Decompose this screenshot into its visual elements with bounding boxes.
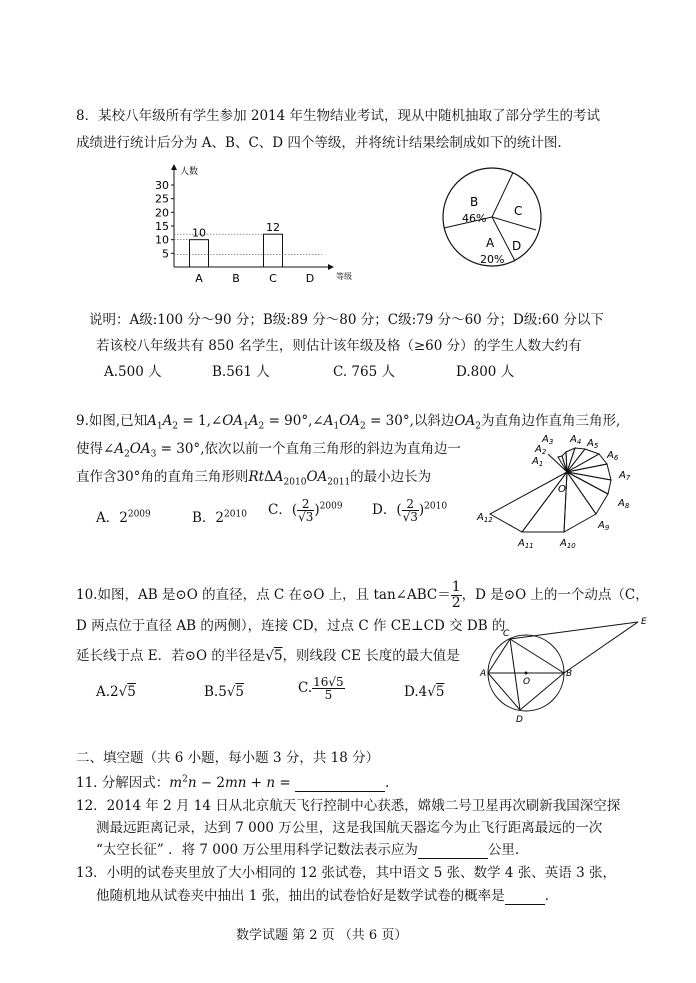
bar-y-tick-label: 15 <box>155 220 169 233</box>
bar-y-tick-label: 25 <box>155 192 169 206</box>
spiral-label-a1: $A_1$ <box>532 456 544 468</box>
q10-option-c: C. $\frac{16√5}{5}$ <box>298 675 344 702</box>
spiral-label-a8: $A_8$ <box>618 498 630 510</box>
q12-line3: “太空长征” ．将 7 000 万公里用科学记数法表示应为 公里. <box>96 842 520 858</box>
bar-x-arrow <box>328 264 334 270</box>
bar-value-label: 10 <box>192 226 206 240</box>
page-footer: 数学试题 第 2 页 （共 6 页） <box>236 928 408 943</box>
spiral-label-a12: $A_{12}$ <box>477 512 493 524</box>
q13-line1: 13．小明的试卷夹里放了大小相同的 12 张试卷，其中语文 5 张、数学 4 张、英语 3 张， <box>76 865 616 881</box>
bar-y-tick-label: 30 <box>155 179 169 192</box>
pie-label-c: C <box>514 204 523 218</box>
bar-chart <box>150 164 360 282</box>
spiral-label-a7: $A_7$ <box>619 470 631 482</box>
q8-line2: 成绩进行统计后分为 A、B、C、D 四个等级，并将统计结果绘制成如下的统计图. <box>76 135 562 151</box>
q8-question: 若该校八年级共有 850 名学生，则估计该年级及格（≥60 分）的学生人数大约有 <box>96 338 582 354</box>
q9-line2: 使得$\angle A_2OA_3 = 30^\circ$,依次以前一个直角三角形的斜边为直角边一 <box>76 441 461 460</box>
q12-line2: 测最远距离记录，达到 7 000 万公里，这是我国航天器迄今为止飞行距离最远的一次 <box>96 820 603 836</box>
spiral-label-a11: $A_{11}$ <box>518 538 534 550</box>
q9-option-b: B．$2^{2010}$ <box>192 509 247 526</box>
q8-option-c: C. 765 人 <box>333 364 395 380</box>
pie-percent-a: 20% <box>480 253 505 266</box>
bar-category-label: C <box>269 272 277 282</box>
q10-option-a: A.2√5 <box>96 684 136 700</box>
circle-label-a: A <box>480 669 487 679</box>
bar <box>190 240 209 267</box>
q8-option-a: A.500 人 <box>104 364 162 380</box>
q10-option-d: D.4√5 <box>404 684 445 700</box>
pie-label-b: B <box>470 195 479 209</box>
spiral-label-a9: $A_9$ <box>598 520 610 532</box>
q8-line1: 8．某校八年级所有学生参加 2014 年生物结业考试，现从中随机抽取了部分学生的考试 <box>76 108 601 124</box>
spiral-label-a10: $A_{10}$ <box>560 538 576 550</box>
circle-label-o: O <box>523 677 531 687</box>
spiral-label-a5: $A_5$ <box>587 438 599 450</box>
pie-chart <box>440 162 546 272</box>
bar-value-label: 12 <box>266 221 280 235</box>
q9-option-a: A．$2^{2009}$ <box>96 509 151 526</box>
q9-option-c: C．( $\frac{2}{√3}$ )$^{2009}$ <box>268 497 343 524</box>
bar-category-label: B <box>232 272 240 282</box>
pie-label-d: D <box>512 239 522 253</box>
q9-line3: 直作含30°角的直角三角形则$Rt\Delta A_{2010}OA_{2011}$的最小边长为 <box>76 469 432 488</box>
circle-label-c: C <box>503 629 510 639</box>
spiral-label-a2: $A_2$ <box>535 444 547 456</box>
q13-line2: 他随机地从试卷夹中抽出 1 张，抽出的试卷恰好是数学试卷的概率是 . <box>96 888 549 904</box>
q8-option-d: D.800 人 <box>456 364 515 380</box>
spiral-figure <box>472 432 672 554</box>
spiral-label-a4: $A_4$ <box>570 434 582 446</box>
bar-y-tick-label: 5 <box>162 247 169 261</box>
spiral-label-a3: $A_3$ <box>542 434 554 446</box>
q12-line1: 12．2014 年 2 月 14 日从北京航天飞行控制中心获悉，嫦娥二号卫星再次刷新我国深空探 <box>76 798 621 814</box>
spiral-label-a6: $A_6$ <box>607 450 619 462</box>
bar-y-tick-label: 10 <box>155 233 169 247</box>
q8-option-b: B.561 人 <box>212 364 270 380</box>
pie-percent-b: 46% <box>462 212 487 225</box>
circle-label-d: D <box>516 715 523 725</box>
bar-y-tick-label: 20 <box>155 206 169 220</box>
q8-note: 说明：A级:100 分～90 分；B级:89 分～80 分；C级:79 分～60 分；D级:60 分以下 <box>89 312 604 328</box>
bar-y-label: 人数 <box>180 167 199 177</box>
section2-title: 二、填空题（共 6 小题，每小题 3 分，共 18 分） <box>76 750 380 766</box>
bar-x-label: 等级 <box>336 272 352 281</box>
q10-line2: D 两点位于直径 AB 的两侧），连接 CD，过点 C 作 CE⊥CD 交 DB 的 <box>76 618 506 634</box>
q10-line3: 延长线于点 E．若⊙O 的半径是√5，则线段 CE 长度的最大值是 <box>76 648 460 664</box>
q10-option-b: B.5√5 <box>204 684 245 700</box>
circle-label-b: B <box>566 669 573 679</box>
bar-category-label: D <box>305 272 315 282</box>
circle-figure <box>478 612 678 730</box>
bar <box>264 234 283 267</box>
q9-line1: 9.如图,已知$A_1A_2$ = $1,\angle OA_1A_2$ = $90^\circ,\angle A_1OA_2 = 30^\circ$,以斜边$OA_2$为直角边作直角三角形, <box>76 413 621 432</box>
q11: 11. 分解因式：$m^2n - 2mn + n$ = . <box>76 774 390 791</box>
pie-label-a: A <box>486 236 495 250</box>
q10-line1: 10.如图，AB 是⊙O 的直径，点 C 在⊙O 上，且 tan∠ABC＝ $\frac{1}{2}$ ，D 是⊙O 上的一个动点（C， <box>76 579 649 611</box>
circle-label-e: E <box>641 617 647 627</box>
bar-y-arrow <box>171 164 177 170</box>
q9-option-d: D．( $\frac{2}{√3}$ )$^{2010}$ <box>372 497 448 524</box>
bar-category-label: A <box>195 272 203 282</box>
spiral-label-o: O <box>558 484 566 495</box>
